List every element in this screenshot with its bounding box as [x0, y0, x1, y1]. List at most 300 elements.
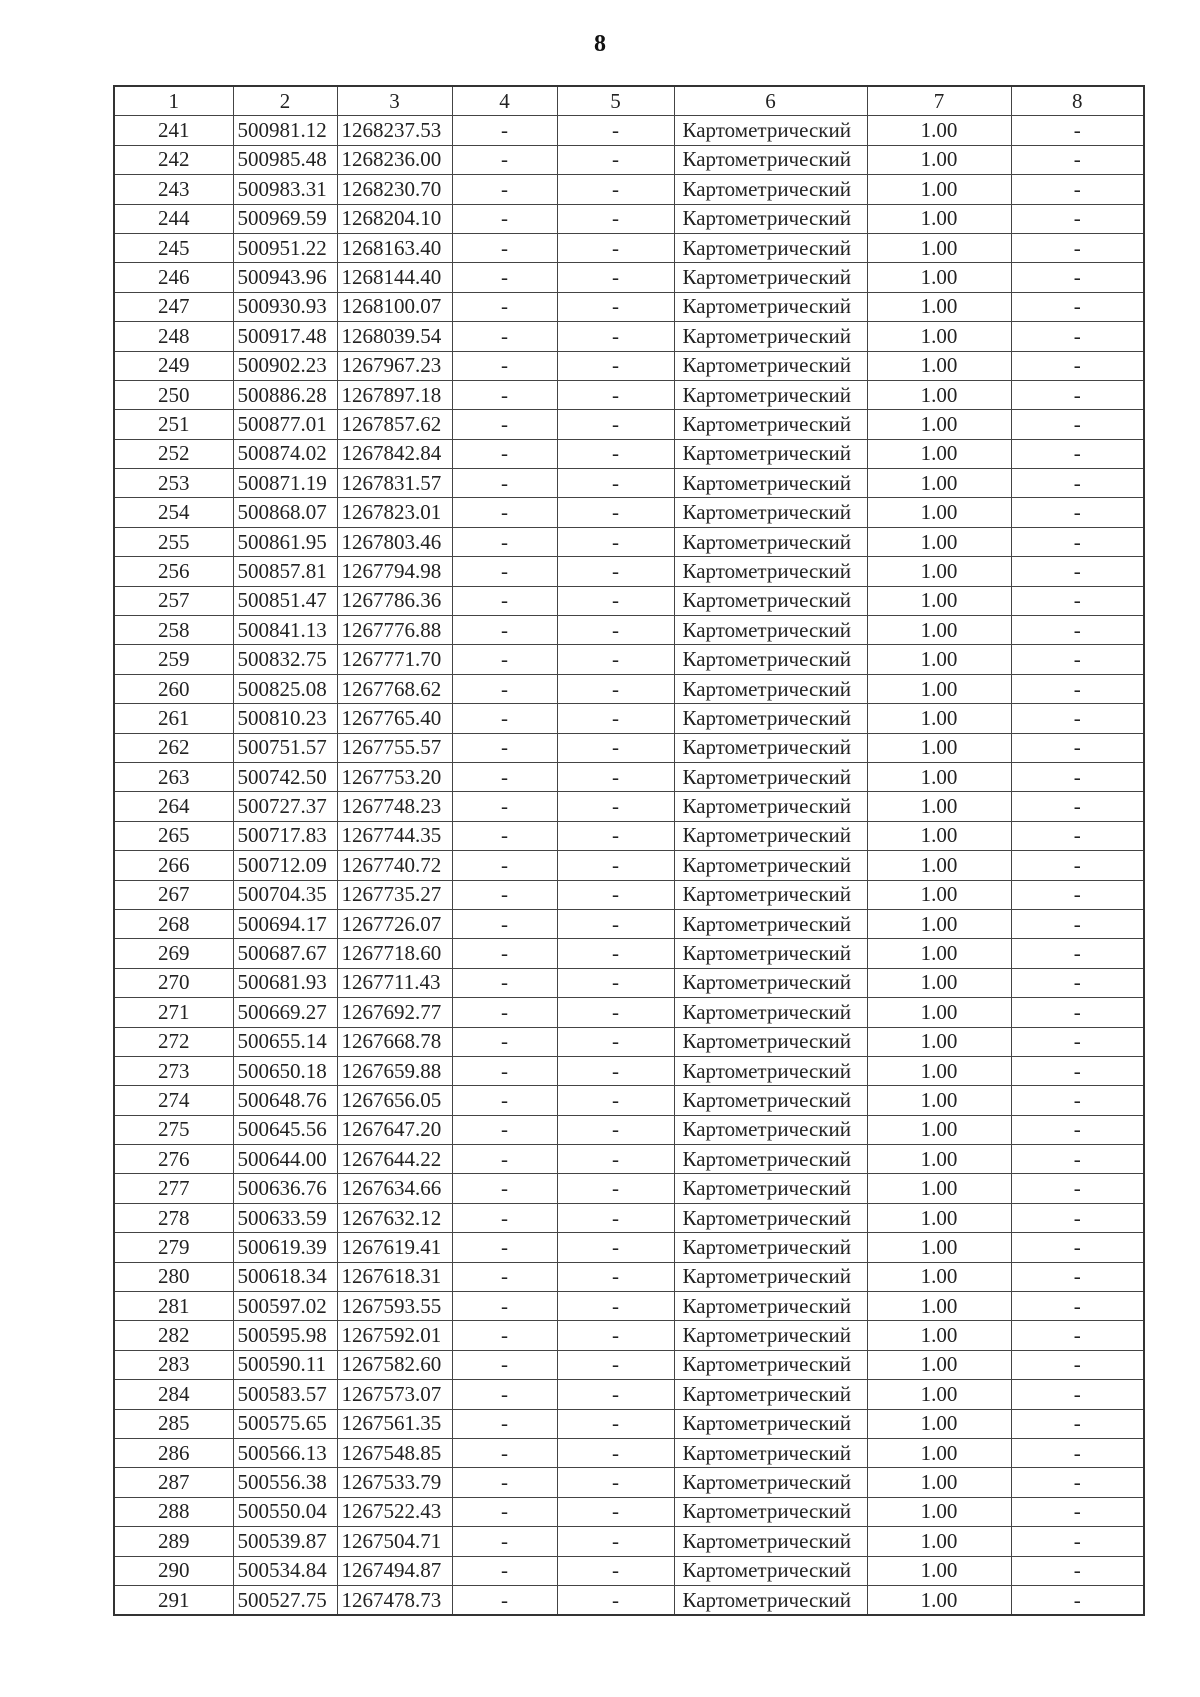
header-cell-col-1: 1: [114, 86, 233, 116]
table-cell-col-8: -: [1011, 792, 1144, 821]
table-cell-col-2: 500886.28: [233, 380, 337, 409]
table-row: [114, 645, 1144, 674]
table-cell-col-5: -: [557, 1056, 674, 1085]
table-cell-col-1: 250: [114, 380, 233, 409]
table-cell-col-6: Картометрический: [674, 116, 867, 145]
table-cell-col-4: -: [452, 1174, 557, 1203]
table-cell-col-5: -: [557, 1438, 674, 1467]
table-cell-col-4: -: [452, 616, 557, 645]
table-cell-col-5: -: [557, 1086, 674, 1115]
table-cell-col-8: -: [1011, 968, 1144, 997]
table-cell-col-7: 1.00: [867, 968, 1011, 997]
table-cell-col-4: -: [452, 410, 557, 439]
table-cell-col-2: 500618.34: [233, 1262, 337, 1291]
table-cell-col-5: -: [557, 1115, 674, 1144]
table-cell-col-4: -: [452, 998, 557, 1027]
table-cell-col-4: -: [452, 1056, 557, 1085]
table-row: [114, 733, 1144, 762]
table-cell-col-3: 1267548.85: [337, 1438, 452, 1467]
table-cell-col-7: 1.00: [867, 1409, 1011, 1438]
table-cell-col-2: 500644.00: [233, 1145, 337, 1174]
table-cell-col-8: -: [1011, 1585, 1144, 1615]
table-cell-col-1: 251: [114, 410, 233, 439]
table-cell-col-4: -: [452, 939, 557, 968]
table-row: [114, 1556, 1144, 1585]
table-cell-col-3: 1267967.23: [337, 351, 452, 380]
table-row: [114, 909, 1144, 938]
table-cell-col-6: Картометрический: [674, 1438, 867, 1467]
table-cell-col-6: Картометрический: [674, 1292, 867, 1321]
table-cell-col-5: -: [557, 762, 674, 791]
table-row: [114, 851, 1144, 880]
table-row: [114, 792, 1144, 821]
table-row: [114, 968, 1144, 997]
table-cell-col-6: Картометрический: [674, 1527, 867, 1556]
table-cell-col-8: -: [1011, 1027, 1144, 1056]
table-cell-col-3: 1267776.88: [337, 616, 452, 645]
table-cell-col-4: -: [452, 1321, 557, 1350]
table-cell-col-7: 1.00: [867, 351, 1011, 380]
table-cell-col-3: 1267735.27: [337, 880, 452, 909]
table-cell-col-4: -: [452, 851, 557, 880]
table-cell-col-7: 1.00: [867, 410, 1011, 439]
table-cell-col-4: -: [452, 1527, 557, 1556]
table-cell-col-6: Картометрический: [674, 410, 867, 439]
table-cell-col-5: -: [557, 1497, 674, 1526]
table-cell-col-1: 253: [114, 469, 233, 498]
table-header-row: [114, 86, 1144, 116]
table-cell-col-7: 1.00: [867, 704, 1011, 733]
table-cell-col-1: 275: [114, 1115, 233, 1144]
table-cell-col-1: 268: [114, 909, 233, 938]
table-cell-col-6: Картометрический: [674, 1145, 867, 1174]
table-cell-col-2: 500917.48: [233, 322, 337, 351]
table-cell-col-7: 1.00: [867, 1262, 1011, 1291]
table-row: [114, 674, 1144, 703]
table-cell-col-6: Картометрический: [674, 322, 867, 351]
table-cell-col-2: 500868.07: [233, 498, 337, 527]
table-cell-col-8: -: [1011, 204, 1144, 233]
table-cell-col-6: Картометрический: [674, 1203, 867, 1232]
table-cell-col-5: -: [557, 909, 674, 938]
table-cell-col-6: Картометрический: [674, 821, 867, 850]
table-cell-col-3: 1267618.31: [337, 1262, 452, 1291]
table-cell-col-6: Картометрический: [674, 586, 867, 615]
table-cell-col-7: 1.00: [867, 733, 1011, 762]
table-cell-col-8: -: [1011, 674, 1144, 703]
table-cell-col-3: 1267823.01: [337, 498, 452, 527]
table-cell-col-8: -: [1011, 116, 1144, 145]
table-cell-col-1: 272: [114, 1027, 233, 1056]
table-cell-col-8: -: [1011, 469, 1144, 498]
table-cell-col-2: 500985.48: [233, 145, 337, 174]
table-cell-col-7: 1.00: [867, 821, 1011, 850]
table-cell-col-1: 259: [114, 645, 233, 674]
table-row: [114, 1027, 1144, 1056]
table-row: [114, 704, 1144, 733]
table-cell-col-3: 1267592.01: [337, 1321, 452, 1350]
table-cell-col-5: -: [557, 263, 674, 292]
table-cell-col-2: 500550.04: [233, 1497, 337, 1526]
table-cell-col-8: -: [1011, 1380, 1144, 1409]
table-cell-col-3: 1267857.62: [337, 410, 452, 439]
table-cell-col-1: 243: [114, 175, 233, 204]
table-cell-col-4: -: [452, 1027, 557, 1056]
table-cell-col-5: -: [557, 1585, 674, 1615]
table-cell-col-5: -: [557, 469, 674, 498]
table-cell-col-8: -: [1011, 880, 1144, 909]
table-cell-col-2: 500694.17: [233, 909, 337, 938]
table-cell-col-2: 500851.47: [233, 586, 337, 615]
table-cell-col-1: 274: [114, 1086, 233, 1115]
table-cell-col-6: Картометрический: [674, 1556, 867, 1585]
table-row: [114, 410, 1144, 439]
table-cell-col-4: -: [452, 821, 557, 850]
table-cell-col-2: 500874.02: [233, 439, 337, 468]
table-cell-col-6: Картометрический: [674, 145, 867, 174]
table-row: [114, 1497, 1144, 1526]
table-cell-col-2: 500841.13: [233, 616, 337, 645]
table-cell-col-8: -: [1011, 1056, 1144, 1085]
table-cell-col-1: 284: [114, 1380, 233, 1409]
table-cell-col-7: 1.00: [867, 1497, 1011, 1526]
table-cell-col-2: 500981.12: [233, 116, 337, 145]
table-cell-col-5: -: [557, 175, 674, 204]
table-cell-col-3: 1268144.40: [337, 263, 452, 292]
table-cell-col-5: -: [557, 116, 674, 145]
table-cell-col-5: -: [557, 292, 674, 321]
table-cell-col-1: 265: [114, 821, 233, 850]
table-cell-col-4: -: [452, 498, 557, 527]
table-cell-col-6: Картометрический: [674, 1262, 867, 1291]
table-cell-col-6: Картометрический: [674, 1115, 867, 1144]
table-cell-col-6: Картометрический: [674, 762, 867, 791]
table-row: [114, 116, 1144, 145]
table-row: [114, 469, 1144, 498]
table-cell-col-5: -: [557, 233, 674, 262]
table-cell-col-1: 261: [114, 704, 233, 733]
table-cell-col-4: -: [452, 1203, 557, 1232]
table-cell-col-3: 1267659.88: [337, 1056, 452, 1085]
table-cell-col-2: 500655.14: [233, 1027, 337, 1056]
header-cell-col-3: 3: [337, 86, 452, 116]
table-cell-col-1: 280: [114, 1262, 233, 1291]
table-row: [114, 1174, 1144, 1203]
table-cell-col-1: 279: [114, 1233, 233, 1262]
table-cell-col-3: 1267668.78: [337, 1027, 452, 1056]
table-cell-col-3: 1268204.10: [337, 204, 452, 233]
table-cell-col-8: -: [1011, 292, 1144, 321]
table-cell-col-3: 1268039.54: [337, 322, 452, 351]
table-cell-col-3: 1267561.35: [337, 1409, 452, 1438]
table-cell-col-1: 267: [114, 880, 233, 909]
table-cell-col-3: 1267842.84: [337, 439, 452, 468]
table-cell-col-7: 1.00: [867, 1321, 1011, 1350]
table-cell-col-2: 500650.18: [233, 1056, 337, 1085]
table-cell-col-1: 241: [114, 116, 233, 145]
table-cell-col-7: 1.00: [867, 762, 1011, 791]
table-cell-col-2: 500751.57: [233, 733, 337, 762]
table-cell-col-1: 271: [114, 998, 233, 1027]
table-cell-col-2: 500951.22: [233, 233, 337, 262]
table-cell-col-8: -: [1011, 939, 1144, 968]
table-cell-col-7: 1.00: [867, 527, 1011, 556]
table-cell-col-5: -: [557, 645, 674, 674]
table-cell-col-6: Картометрический: [674, 968, 867, 997]
table-cell-col-2: 500590.11: [233, 1350, 337, 1379]
table-cell-col-3: 1267533.79: [337, 1468, 452, 1497]
table-cell-col-3: 1267644.22: [337, 1145, 452, 1174]
table-cell-col-8: -: [1011, 821, 1144, 850]
table-cell-col-2: 500871.19: [233, 469, 337, 498]
table-cell-col-6: Картометрический: [674, 469, 867, 498]
page-number: 8: [594, 31, 606, 57]
table-cell-col-6: Картометрический: [674, 998, 867, 1027]
table-cell-col-4: -: [452, 1350, 557, 1379]
table-cell-col-2: 500825.08: [233, 674, 337, 703]
table-cell-col-8: -: [1011, 175, 1144, 204]
table-cell-col-6: Картометрический: [674, 674, 867, 703]
table-cell-col-5: -: [557, 1203, 674, 1232]
table-cell-col-5: -: [557, 586, 674, 615]
table-row: [114, 263, 1144, 292]
table-cell-col-7: 1.00: [867, 116, 1011, 145]
table-row: [114, 322, 1144, 351]
table-cell-col-4: -: [452, 1086, 557, 1115]
table-cell-col-6: Картометрический: [674, 1380, 867, 1409]
table-cell-col-2: 500969.59: [233, 204, 337, 233]
table-cell-col-4: -: [452, 909, 557, 938]
table-cell-col-7: 1.00: [867, 1350, 1011, 1379]
table-cell-col-3: 1267593.55: [337, 1292, 452, 1321]
table-cell-col-6: Картометрический: [674, 1409, 867, 1438]
table-cell-col-6: Картометрический: [674, 939, 867, 968]
table-cell-col-1: 263: [114, 762, 233, 791]
table-cell-col-5: -: [557, 527, 674, 556]
table-cell-col-5: -: [557, 733, 674, 762]
table-cell-col-2: 500902.23: [233, 351, 337, 380]
table-cell-col-2: 500717.83: [233, 821, 337, 850]
table-cell-col-4: -: [452, 1115, 557, 1144]
table-cell-col-3: 1267632.12: [337, 1203, 452, 1232]
table-row: [114, 527, 1144, 556]
table-row: [114, 380, 1144, 409]
table-cell-col-5: -: [557, 1233, 674, 1262]
table-cell-col-2: 500742.50: [233, 762, 337, 791]
table-cell-col-1: 247: [114, 292, 233, 321]
table-cell-col-5: -: [557, 704, 674, 733]
table-cell-col-8: -: [1011, 233, 1144, 262]
table-cell-col-8: -: [1011, 909, 1144, 938]
table-header: [114, 86, 1144, 116]
table-cell-col-5: -: [557, 439, 674, 468]
table-cell-col-8: -: [1011, 527, 1144, 556]
table-cell-col-2: 500583.57: [233, 1380, 337, 1409]
table-cell-col-4: -: [452, 1262, 557, 1291]
table-cell-col-4: -: [452, 1380, 557, 1409]
table-cell-col-3: 1267718.60: [337, 939, 452, 968]
table-cell-col-2: 500832.75: [233, 645, 337, 674]
table-cell-col-5: -: [557, 1145, 674, 1174]
table-cell-col-5: -: [557, 1468, 674, 1497]
table-cell-col-6: Картометрический: [674, 880, 867, 909]
table-cell-col-3: 1267765.40: [337, 704, 452, 733]
table-cell-col-7: 1.00: [867, 380, 1011, 409]
table-cell-col-6: Картометрический: [674, 1321, 867, 1350]
table-cell-col-7: 1.00: [867, 998, 1011, 1027]
table-cell-col-5: -: [557, 1380, 674, 1409]
table-cell-col-7: 1.00: [867, 1203, 1011, 1232]
table-cell-col-4: -: [452, 1233, 557, 1262]
table-cell-col-7: 1.00: [867, 1233, 1011, 1262]
table-cell-col-3: 1267786.36: [337, 586, 452, 615]
header-cell-col-6: 6: [674, 86, 867, 116]
table-cell-col-1: 258: [114, 616, 233, 645]
table-cell-col-8: -: [1011, 1086, 1144, 1115]
table-cell-col-4: -: [452, 1409, 557, 1438]
coordinates-table: [113, 85, 1145, 1616]
table-cell-col-4: -: [452, 1438, 557, 1467]
table-cell-col-3: 1267755.57: [337, 733, 452, 762]
table-cell-col-1: 288: [114, 1497, 233, 1526]
table-cell-col-4: -: [452, 1556, 557, 1585]
table-cell-col-6: Картометрический: [674, 351, 867, 380]
table-cell-col-3: 1267522.43: [337, 1497, 452, 1526]
table-row: [114, 351, 1144, 380]
table-row: [114, 233, 1144, 262]
table-cell-col-7: 1.00: [867, 1468, 1011, 1497]
table-cell-col-7: 1.00: [867, 1585, 1011, 1615]
table-cell-col-6: Картометрический: [674, 733, 867, 762]
table-cell-col-8: -: [1011, 145, 1144, 174]
table-cell-col-1: 282: [114, 1321, 233, 1350]
table-cell-col-6: Картометрический: [674, 175, 867, 204]
table-cell-col-5: -: [557, 557, 674, 586]
table-cell-col-2: 500636.76: [233, 1174, 337, 1203]
table-row: [114, 1527, 1144, 1556]
table-cell-col-1: 264: [114, 792, 233, 821]
table-cell-col-1: 256: [114, 557, 233, 586]
table-cell-col-2: 500669.27: [233, 998, 337, 1027]
table-cell-col-5: -: [557, 998, 674, 1027]
table-cell-col-6: Картометрический: [674, 439, 867, 468]
table-cell-col-7: 1.00: [867, 1115, 1011, 1144]
table-cell-col-3: 1267573.07: [337, 1380, 452, 1409]
table-cell-col-4: -: [452, 645, 557, 674]
table-cell-col-4: -: [452, 233, 557, 262]
table-cell-col-1: 257: [114, 586, 233, 615]
table-cell-col-5: -: [557, 322, 674, 351]
table-cell-col-6: Картометрический: [674, 292, 867, 321]
table-cell-col-3: 1267494.87: [337, 1556, 452, 1585]
table-cell-col-4: -: [452, 704, 557, 733]
table-cell-col-4: -: [452, 1585, 557, 1615]
table-cell-col-5: -: [557, 1321, 674, 1350]
table-cell-col-6: Картометрический: [674, 1027, 867, 1056]
table-cell-col-4: -: [452, 762, 557, 791]
table-cell-col-2: 500877.01: [233, 410, 337, 439]
table-cell-col-4: -: [452, 175, 557, 204]
table-row: [114, 1321, 1144, 1350]
table-cell-col-4: -: [452, 1468, 557, 1497]
table-cell-col-3: 1267711.43: [337, 968, 452, 997]
table-cell-col-7: 1.00: [867, 145, 1011, 174]
table-row: [114, 880, 1144, 909]
table-cell-col-4: -: [452, 116, 557, 145]
table-cell-col-7: 1.00: [867, 292, 1011, 321]
table-cell-col-7: 1.00: [867, 204, 1011, 233]
table-cell-col-1: 285: [114, 1409, 233, 1438]
table-cell-col-8: -: [1011, 1438, 1144, 1467]
table-cell-col-4: -: [452, 439, 557, 468]
table-cell-col-4: -: [452, 204, 557, 233]
table-cell-col-5: -: [557, 145, 674, 174]
table-cell-col-8: -: [1011, 1468, 1144, 1497]
table-cell-col-4: -: [452, 145, 557, 174]
table-row: [114, 821, 1144, 850]
table-cell-col-4: -: [452, 733, 557, 762]
table-cell-col-8: -: [1011, 322, 1144, 351]
table-cell-col-3: 1267753.20: [337, 762, 452, 791]
table-cell-col-1: 252: [114, 439, 233, 468]
table-cell-col-1: 291: [114, 1585, 233, 1615]
table-cell-col-7: 1.00: [867, 851, 1011, 880]
table-cell-col-3: 1267619.41: [337, 1233, 452, 1262]
table-cell-col-3: 1268163.40: [337, 233, 452, 262]
table-cell-col-6: Картометрический: [674, 1468, 867, 1497]
table-cell-col-8: -: [1011, 733, 1144, 762]
table-cell-col-5: -: [557, 939, 674, 968]
table-cell-col-1: 290: [114, 1556, 233, 1585]
table-cell-col-1: 270: [114, 968, 233, 997]
table-cell-col-3: 1267740.72: [337, 851, 452, 880]
table-cell-col-2: 500633.59: [233, 1203, 337, 1232]
table-cell-col-7: 1.00: [867, 498, 1011, 527]
table-cell-col-5: -: [557, 1262, 674, 1291]
table-cell-col-4: -: [452, 1292, 557, 1321]
table-cell-col-6: Картометрический: [674, 645, 867, 674]
table-cell-col-4: -: [452, 674, 557, 703]
table-body: [114, 116, 1144, 1615]
table-cell-col-5: -: [557, 1350, 674, 1379]
table-cell-col-8: -: [1011, 351, 1144, 380]
table-cell-col-5: -: [557, 204, 674, 233]
table-cell-col-7: 1.00: [867, 645, 1011, 674]
table-cell-col-4: -: [452, 586, 557, 615]
table-cell-col-5: -: [557, 674, 674, 703]
table-cell-col-3: 1267748.23: [337, 792, 452, 821]
header-cell-col-4: 4: [452, 86, 557, 116]
table-cell-col-7: 1.00: [867, 586, 1011, 615]
table-cell-col-6: Картометрический: [674, 263, 867, 292]
table-cell-col-3: 1267897.18: [337, 380, 452, 409]
table-cell-col-8: -: [1011, 1174, 1144, 1203]
table-cell-col-2: 500539.87: [233, 1527, 337, 1556]
table-cell-col-5: -: [557, 1174, 674, 1203]
table-cell-col-7: 1.00: [867, 1292, 1011, 1321]
table-cell-col-7: 1.00: [867, 1027, 1011, 1056]
table-cell-col-2: 500861.95: [233, 527, 337, 556]
table-cell-col-6: Картометрический: [674, 1174, 867, 1203]
table-cell-col-2: 500645.56: [233, 1115, 337, 1144]
table-cell-col-3: 1267771.70: [337, 645, 452, 674]
table-cell-col-4: -: [452, 792, 557, 821]
table-cell-col-4: -: [452, 469, 557, 498]
table-row: [114, 1292, 1144, 1321]
table-cell-col-3: 1267744.35: [337, 821, 452, 850]
header-cell-col-8: 8: [1011, 86, 1144, 116]
header-cell-col-7: 7: [867, 86, 1011, 116]
